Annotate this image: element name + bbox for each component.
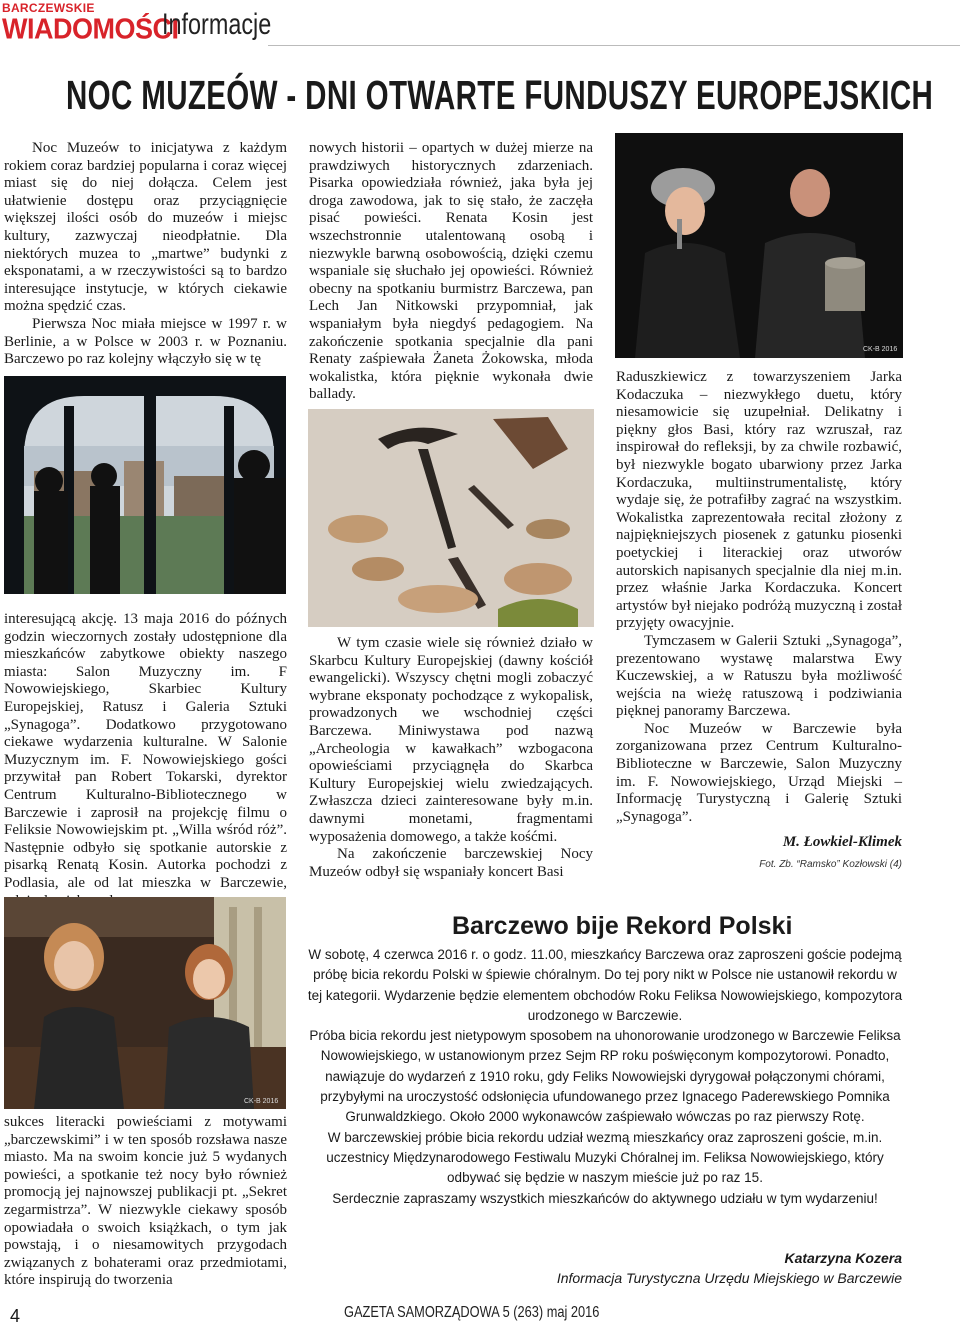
col3-paragraph-3: Noc Muzeów w Barczewie była zorganizowana przez Centrum Kulturalno-Biblioteczne w Barczewie, Salon Muzyczny im. F. Nowowiejskiego, Urząd Miejski – Informację Turystyczną i Galerię Sztuki „Synagoga”.: [616, 720, 902, 825]
header-divider: [268, 45, 960, 46]
column-1-bottom: [4, 1114, 287, 1290]
column-2-bottom: [309, 635, 593, 881]
col2-paragraph-3: Na zakończenie barczewskiej Nocy Muzeów odbył się wspaniały koncert Basi: [309, 846, 593, 880]
col2-paragraph-2: W tym czasie wiele się również działo w Skarbcu Kultury Europejskiej (dawny kościół ewangelicki). Wszyscy chętni mogli zobaczyć wybrane eksponaty pochodzące z wykopalisk, prowadzonych we wschodniej części Barczewa. Miniwystawa pod nazwą „Archeologia w kawałkach” wzbogacona opowieściami przyciągnęła do Skarbca Kultury Europejskiej wielu zwiedzających. Zwłaszcza dzieci zainteresowane były m.in. dawnymi monetami, fragmentami wyposażenia domowego, a także kośćmi.: [309, 635, 593, 845]
masthead-logo: [2, 1, 179, 45]
record-paragraph-1: W sobotę, 4 czerwca 2016 r. o godz. 11.00, mieszkańcy Barczewa oraz zaproszeni goście podejmą próbę bicia rekordu Polski w śpiewie chóralnym. Do tej pory nikt w Polsce nie ustanowił rekordu w tej kategorii. Wydarzenie będzie elementem obchodów Roku Feliksa Nowowiejskiego, kompozytora urodzonego w Barczewie.: [307, 947, 903, 1023]
column-1-middle: [4, 611, 287, 910]
record-box-text: [306, 945, 904, 1209]
record-affiliation: Informacja Turystyczna Urzędu Miejskiego w Barczewie: [556, 1270, 902, 1286]
author-meeting-photo: [4, 897, 286, 1109]
brand-big: WIADOMOŚCI: [2, 13, 179, 45]
column-3: [616, 369, 902, 874]
tower-window-photo: [4, 376, 286, 594]
article-signature: M. Łowkiel-Klimek: [782, 834, 902, 851]
page-number: 4: [10, 1306, 21, 1326]
record-paragraph-2: Próba bicia rekordu jest nietypowym sposobem na uhonorowanie urodzonego w Barczewie Feliksa Nowowiejskiego, w ustanowionym przez Sejm RP roku poświęconym kompozytorowi. Ponadto, nawiązuje do wydarzeń z 1910 roku, gdy Feliks Nowowiejski dyrygował połączonymi chórami, przybyłymi na uroczystość odsłonięcia ufundowanego przez Ignacego Paderewskiego Pomnika Grunwaldzkiego. Około 2000 wykonawców zaśpiewało wówczas po raz pierwszy Rotę.: [309, 1028, 901, 1125]
photo-watermark-4: CK-B 2016: [863, 346, 898, 353]
col1-paragraph-4: sukces literacki powieściami z motywami „barczewskimi” i w ten sposób rozsława nasze miasto. Ma na swoim koncie już 5 wydanych powieści, a spotkanie też nocy było również promocją jej najnowszej publikacji pt. „Sekret zegarmistrza”. W niezwykle ciekawy sposób opowiadała o swoich książkach, o tym jak powstają, i o niesamowitych przygodach związanych z bohaterami oraz przedmiotami, które inspirują do tworzenia: [4, 1114, 287, 1289]
photo-watermark-2: CK-B 2016: [244, 1098, 279, 1105]
section-title: Informacje: [162, 8, 272, 41]
photo-credit: Fot. Zb. “Ramsko” Kozłowski (4): [759, 859, 902, 871]
record-paragraph-4: Serdecznie zapraszamy wszystkich mieszkańców do aktywnego udziału w tym wydarzeniu!: [332, 1190, 878, 1206]
col1-paragraph-3: interesującą akcję. 13 maja 2016 do późnych godzin wieczornych zostały udostępnione dla mieszkańców zabytkowe obiekty naszego miasta: Salon Muzyczny im. F Nowowiejskiego, Skarbiec Kultury Europejskiej, Ratusz i Galeria Sztuki „Synagoga”. Dodatkowo przygotowano ciekawe wydarzenia kulturalne. W Salonie Muzycznym im. F. Nowowiejskiego gości przywitał pan Robert Tokarski, dyrektor Centrum Kulturalno-Bibliotecznego w Barczewie i zaprosił na projekcję filmu o Feliksie Nowowiejskim pt. „Willa wśród róż”. Następnie odbyło się spotkanie autorskie z pisarką Renatą Kosin. Autorka pochodzi z Podlasia, ale od lat mieszka w Barczewie,: [4, 611, 287, 891]
brand-small: BARCZEWSKIE: [2, 1, 95, 15]
article-title: NOC MUZEÓW - DNI OTWARTE FUNDUSZY EUROPEJSKICH: [66, 72, 934, 118]
col1-paragraph-1: Noc Muzeów to inicjatywa z każdym rokiem coraz bardziej popularna i coraz więcej miast się do niej dołącza. Celem jest ułatwienie dostępu oraz przyciągnięcie większej ilości osób do muzeów i miejsc kultury, zazwyczaj nieodpłatnie. Dla niektórych muzea to „martwe” budynki z eksponatami, a w rzeczywistości są to bardzo interesujące instytucje, w których ciekawie można spędzić czas.: [4, 140, 287, 315]
col3-paragraph-1: Raduszkiewicz z towarzyszeniem Jarka Kodaczuka – niezwykłego duetu, który niesamowicie się uzupełniał. Delikatny i piękny głos Basi, który raz wzruszał, raz inspirował do refleksji, by za chwile rozbawić, był niezwykle bogato ubarwiony przez Jarka Kordaczuka, multiinstrumentalistę, który wydaje się, że potrafiłby zagrać na wszystkim. Wokalistka zaprezentowała recital złożony z najpiękniejszych piosenek z gatunku piosenki poetyckiej i literackiej oraz utworów autorskich napisanych specjalnie dla niej m.in. przez właśnie Jarka Kordaczuka. Koncert artystów był niejako podróżą muzyczną i został przyjęty owacyjnie.: [616, 369, 902, 632]
record-paragraph-3: W barczewskiej próbie bicia rekordu udział wezmą mieszkańcy oraz zaproszeni goście, m.in. uczestnicy Międzynarodowego Festiwalu Muzyki Chóralnej im. Feliksa Nowowiejskiego, który odbywać się będzie w naszym mieście już po raz 15.: [326, 1129, 884, 1186]
archaeology-photo: [308, 409, 594, 627]
col1-paragraph-2: Pierwsza Noc miała miejsce w 1997 r. w Berlinie, a w Polsce w 2003 r. w Poznaniu. Barczewo po raz kolejny włączyło się w tę: [4, 315, 287, 368]
col3-paragraph-2: Tymczasem w Galerii Sztuki „Synagoga”, prezentowano wystawę malarstwa Ewy Kuczewskiej, a w Ratuszu była możliwość wejścia na wieżę ratuszową i podziwiania pięknej panoramy Barczewa.: [616, 632, 902, 720]
concert-photo: [615, 133, 903, 358]
column-2-top: [309, 140, 593, 404]
record-signature: Katarzyna Kozera: [784, 1250, 902, 1266]
publication-footer: GAZETA SAMORZĄDOWA 5 (263) maj 2016: [344, 1304, 600, 1321]
column-1-top: [4, 140, 287, 369]
col2-paragraph-1: nowych historii – opartych w dużej mierze na prawdziwych historycznych zdarzeniach. Pisarka opowiedziała również, jaka była jej droga zawodowa, jak to się stało, że zaczęła pisać powieści. Renata Kosin jest wszechstronnie utalentowaną osobą i niezwykle barwną osobowością, dzięki czemu wspaniale się słuchało jej opowieści. Również obecny na spotkaniu burmistrz Barczewa, pan Lech Jan Nitkowski przypomniał, jak wspaniałym była niegdyś pedagogiem. Na zakończenie spotkania specjalnie dla pani Renaty zaśpiewała Żaneta Żokowska, młoda wokalistka, która pięknie wykonała dwie ballady.: [309, 140, 593, 403]
record-box-title: Barczewo bije Rekord Polski: [452, 912, 793, 940]
